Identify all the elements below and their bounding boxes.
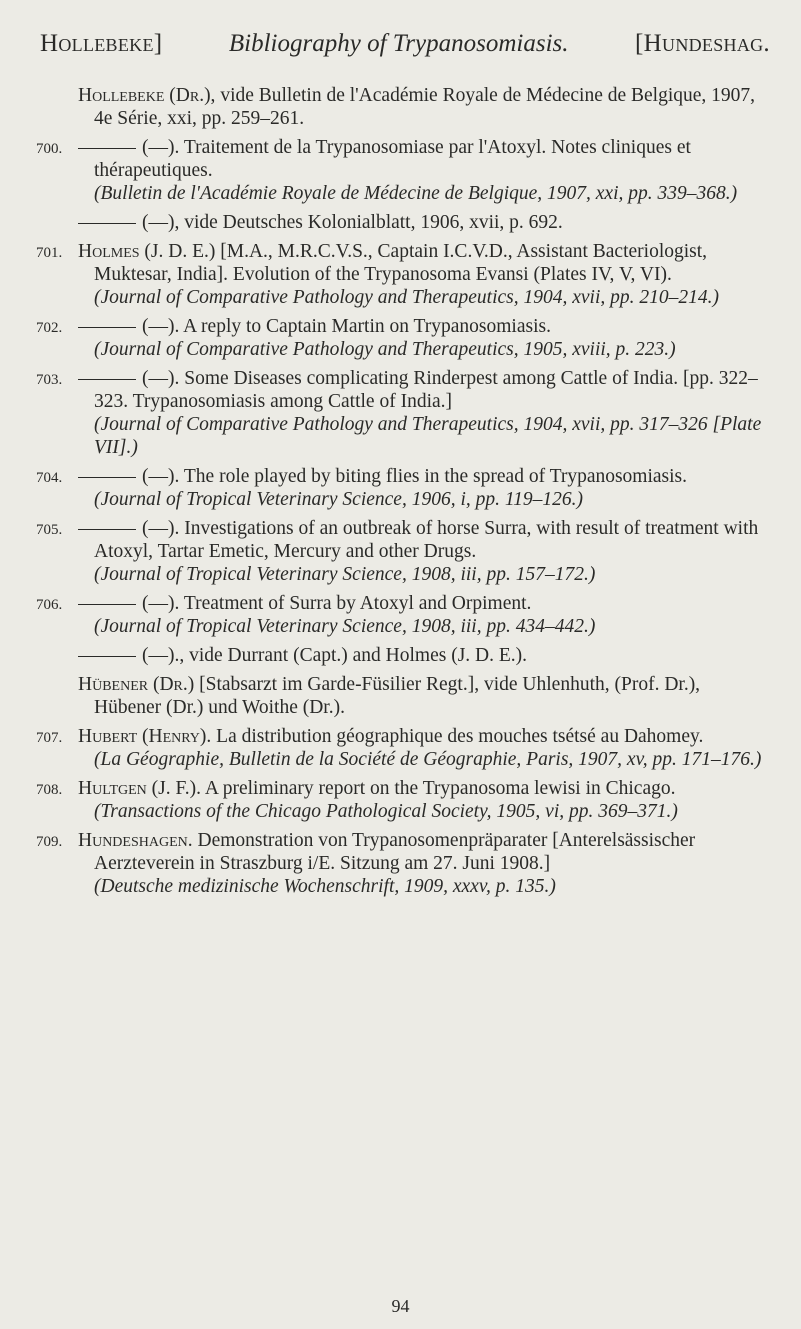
entry-citation — [78, 725, 772, 748]
entry-title: (—). Traitement de la Trypanosomiase par l'Atoxyl. Notes cliniques et thérapeutiques. — [94, 137, 691, 181]
bibliography-entry — [36, 517, 772, 586]
entry-source: (Deutsche medizinische Wochenschrift, 1909, xxxv, p. 135.) — [94, 876, 556, 897]
entry-source: (La Géographie, Bulletin de la Société de Géographie, Paris, 1907, xv, pp. 171–176.) — [94, 749, 762, 770]
bibliography-entry — [36, 367, 772, 459]
entry-citation — [78, 240, 772, 286]
entry-source: (Journal of Tropical Veterinary Science, 1906, i, pp. 119–126.) — [94, 489, 584, 510]
bibliography-list — [36, 84, 772, 904]
entry-number: 701. — [36, 245, 63, 261]
entry-title: (—). Some Diseases complicating Rinderpest among Cattle of India. [pp. 322–323. Trypanosomiasis among Cattle of India.] — [94, 368, 758, 412]
entry-citation — [78, 517, 772, 563]
entry-citation — [78, 644, 772, 667]
entry-author: Holmes (J. D. E.) — [78, 241, 216, 262]
entry-number: 708. — [36, 782, 63, 798]
entry-citation — [78, 829, 772, 875]
entry-source: (Transactions of the Chicago Pathological Society, 1905, vi, pp. 369–371.) — [94, 801, 678, 822]
entry-title: Demonstration von Trypanosomenpräparater [Anterelsässischer Aerzteverein in Straszburg i/E. Sitzung am 27. Juni 1908.] — [94, 830, 696, 874]
header-title: Bibliography of Trypanosomiasis. — [228, 30, 569, 57]
header-next: [Hundeshag. — [635, 30, 770, 57]
entry-title: [Stabsarzt im Garde-Füsilier Regt.], vide Uhlenhuth, (Prof. Dr.), Hübener (Dr.) und Woithe (Dr.). — [94, 674, 701, 718]
ditto-dash — [78, 379, 136, 380]
entry-title: A preliminary report on the Trypanosoma lewisi in Chicago. — [201, 778, 676, 799]
bibliography-entry — [36, 136, 772, 205]
entry-citation — [78, 777, 772, 800]
page-number: 94 — [391, 1296, 410, 1316]
header-author: Hollebeke] — [40, 30, 163, 57]
bibliography-entry — [36, 465, 772, 511]
ditto-dash — [78, 223, 136, 224]
entry-title: (—). A reply to Captain Martin on Trypanosomiasis. — [142, 316, 551, 337]
entry-source: (Journal of Comparative Pathology and Therapeutics, 1904, xvii, pp. 317–326 [Plate VII].) — [94, 414, 762, 458]
ditto-dash — [78, 327, 136, 328]
ditto-dash — [78, 604, 136, 605]
bibliography-entry — [42, 644, 772, 667]
entry-number: 700. — [36, 141, 63, 157]
entry-number: 703. — [36, 372, 63, 388]
entry-source: (Journal of Tropical Veterinary Science, 1908, iii, pp. 157–172.) — [94, 564, 596, 585]
entry-citation — [78, 84, 772, 130]
ditto-dash — [78, 477, 136, 478]
entry-title: vide Bulletin de l'Académie Royale de Médecine de Belgique, 1907, 4e Série, xxi, pp. 259–261. — [94, 85, 756, 129]
bibliography-entry — [42, 673, 772, 719]
bibliography-entry — [42, 84, 772, 130]
bibliography-entry — [36, 240, 772, 309]
entry-citation — [78, 315, 772, 338]
bibliography-entry — [42, 211, 772, 234]
entry-citation — [78, 592, 772, 615]
entry-title: [M.A., M.R.C.V.S., Captain I.C.V.D., Assistant Bacteriologist, Muktesar, India]. Evolution of the Trypanosoma Evansi (Plates IV, V, VI). — [94, 241, 708, 285]
entry-title: La distribution géographique des mouches tsétsé au Dahomey. — [211, 726, 704, 747]
entry-source: (Journal of Comparative Pathology and Therapeutics, 1904, xvii, pp. 210–214.) — [94, 287, 720, 308]
entry-citation — [78, 465, 772, 488]
bibliography-entry — [36, 829, 772, 898]
entry-author: Hundeshagen. — [78, 830, 193, 851]
entry-citation — [78, 136, 772, 182]
entry-author: Hubert (Henry). — [78, 726, 212, 747]
ditto-dash — [78, 148, 136, 149]
ditto-dash — [78, 529, 136, 530]
entry-title: (—). The role played by biting flies in the spread of Trypanosomiasis. — [142, 466, 688, 487]
entry-source: (Journal of Tropical Veterinary Science, 1908, iii, pp. 434–442.) — [94, 616, 596, 637]
bibliography-entry — [36, 777, 772, 823]
entry-title: (—), vide Deutsches Kolonialblatt, 1906, xvii, p. 692. — [142, 212, 563, 233]
entry-author: Hollebeke (Dr.), — [78, 85, 216, 106]
bibliography-entry — [36, 592, 772, 638]
entry-number: 707. — [36, 730, 63, 746]
entry-number: 706. — [36, 597, 63, 613]
entry-source: (Bulletin de l'Académie Royale de Médecine de Belgique, 1907, xxi, pp. 339–368.) — [94, 183, 738, 204]
entry-citation — [78, 673, 772, 719]
entry-title: (—). Investigations of an outbreak of horse Surra, with result of treatment with Atoxyl, Tartar Emetic, Mercury and other Drugs. — [94, 518, 759, 562]
entry-source: (Journal of Comparative Pathology and Therapeutics, 1905, xviii, p. 223.) — [94, 339, 676, 360]
entry-author: Hübener (Dr.) — [78, 674, 195, 695]
entry-citation — [78, 211, 772, 234]
entry-number: 704. — [36, 470, 63, 486]
entry-number: 702. — [36, 320, 63, 336]
entry-citation — [78, 367, 772, 413]
bibliography-entry — [36, 725, 772, 771]
running-header — [40, 30, 770, 58]
bibliography-entry — [36, 315, 772, 361]
ditto-dash — [78, 656, 136, 657]
entry-title: (—). Treatment of Surra by Atoxyl and Orpiment. — [142, 593, 532, 614]
entry-number: 705. — [36, 522, 63, 538]
entry-author: Hultgen (J. F.). — [78, 778, 202, 799]
entry-title: (—)., vide Durrant (Capt.) and Holmes (J. D. E.). — [142, 645, 528, 666]
entry-number: 709. — [36, 834, 63, 850]
